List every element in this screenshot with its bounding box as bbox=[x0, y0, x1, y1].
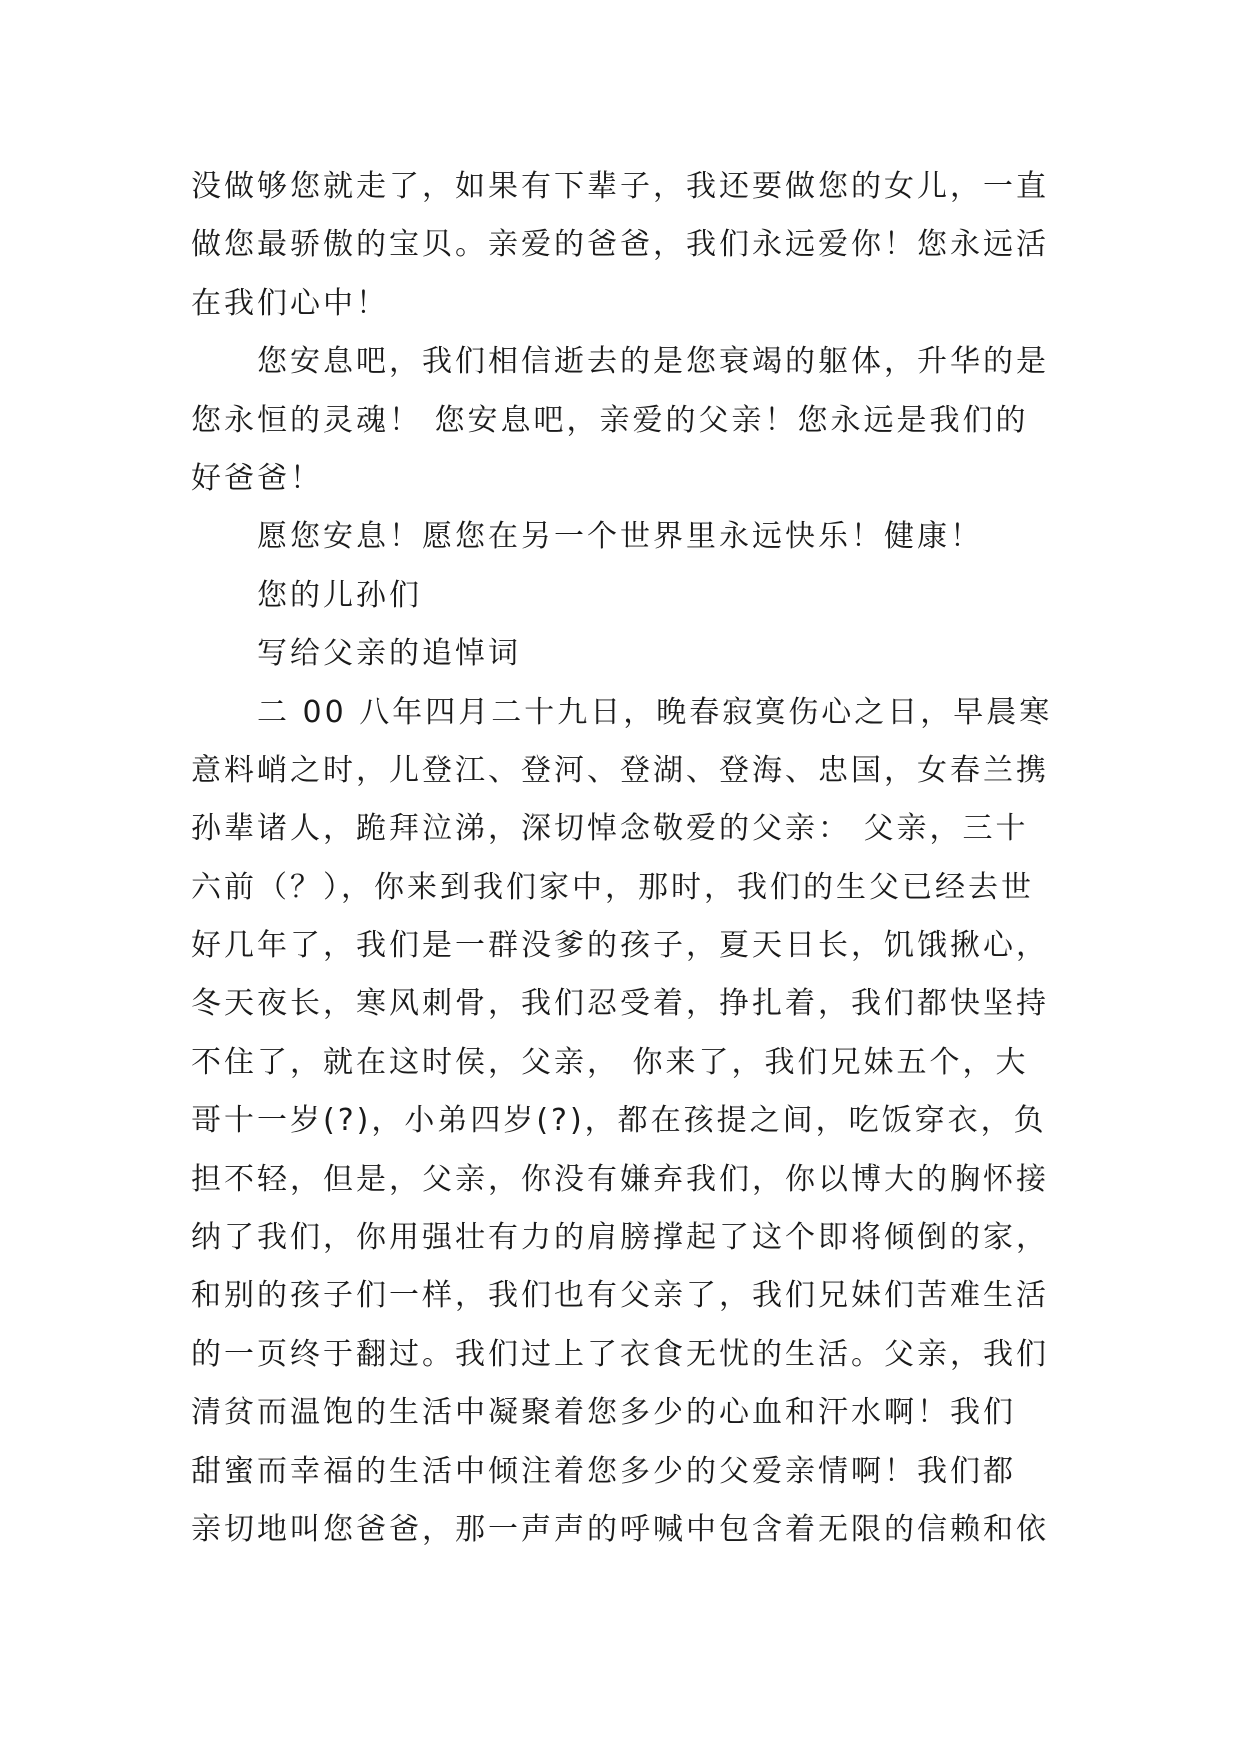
text-line: 做您最骄傲的宝贝。亲爱的爸爸，我们永远爱你！您永远活 bbox=[191, 227, 1049, 263]
text-line: 好几年了，我们是一群没爹的孩子，夏天日长，饥饿揪心， bbox=[191, 928, 1049, 964]
paragraph-continuation bbox=[191, 158, 1061, 333]
text-line: 愿您安息！愿您在另一个世界里永远快乐！健康！ bbox=[257, 519, 983, 555]
section-heading bbox=[191, 625, 1061, 683]
text-line: 孙辈诸人，跪拜泣涕，深切悼念敬爱的父亲： 父亲，三十 bbox=[191, 811, 1029, 847]
text-line: 哥十一岁(?)，小弟四岁(?)，都在孩提之间，吃饭穿衣，负 bbox=[191, 1103, 1047, 1139]
signature bbox=[191, 567, 1061, 625]
text-line: 写给父亲的追悼词 bbox=[257, 636, 521, 672]
body-text bbox=[191, 158, 1061, 1559]
text-line: 纳了我们，你用强壮有力的肩膀撑起了这个即将倾倒的家， bbox=[191, 1220, 1049, 1256]
text-line: 没做够您就走了，如果有下辈子，我还要做您的女儿，一直 bbox=[191, 169, 1049, 204]
text-line: 不住了，就在这时侯，父亲， 你来了，我们兄妹五个，大 bbox=[191, 1044, 1029, 1080]
text-line: 二 00 八年四月二十九日，晚春寂寞伤心之日，早晨寒 bbox=[257, 694, 1053, 730]
text-line: 清贫而温饱的生活中凝聚着您多少的心血和汗水啊！我们 bbox=[191, 1395, 1016, 1431]
text-line: 您安息吧，我们相信逝去的是您衰竭的躯体，升华的是 bbox=[257, 344, 1049, 380]
text-line: 和别的孩子们一样，我们也有父亲了，我们兄妹们苦难生活 bbox=[191, 1278, 1049, 1314]
text-line: 您永恒的灵魂！ 您安息吧，亲爱的父亲！您永远是我们的 bbox=[191, 402, 1029, 438]
text-line: 亲切地叫您爸爸，那一声声的呼喊中包含着无限的信赖和依 bbox=[191, 1511, 1049, 1547]
text-line: 好爸爸！ bbox=[191, 460, 323, 496]
paragraph-eulogy bbox=[191, 684, 1061, 1560]
text-line: 您的儿孙们 bbox=[257, 577, 422, 613]
paragraph-rest-in-peace bbox=[191, 333, 1061, 508]
text-line: 意料峭之时，儿登江、登河、登湖、登海、忠国，女春兰携 bbox=[191, 752, 1049, 788]
text-line: 甜蜜而幸福的生活中倾注着您多少的父爱亲情啊！我们都 bbox=[191, 1453, 1016, 1489]
text-line: 六前（？），你来到我们家中，那时，我们的生父已经去世 bbox=[191, 869, 1034, 905]
text-line: 在我们心中！ bbox=[191, 285, 389, 321]
text-line: 的一页终于翻过。我们过上了衣食无忧的生活。父亲，我们 bbox=[191, 1336, 1049, 1372]
text-line: 担不轻，但是，父亲，你没有嫌弃我们，你以博大的胸怀接 bbox=[191, 1161, 1049, 1197]
paragraph-wish bbox=[191, 508, 1061, 566]
text-line: 冬天夜长，寒风刺骨，我们忍受着，挣扎着，我们都快坚持 bbox=[191, 986, 1049, 1022]
